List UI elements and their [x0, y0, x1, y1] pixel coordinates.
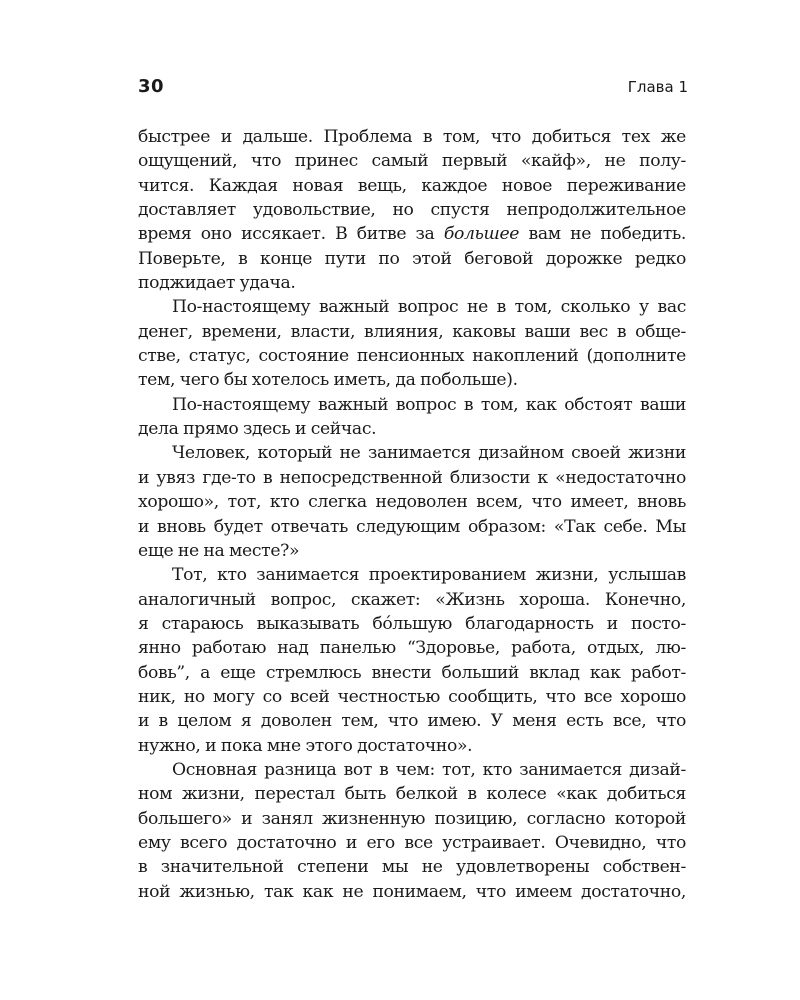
- text-line: По-настоящему важный вопрос в том, как обстоят ваши: [172, 394, 686, 415]
- text-line: стве, статус, состояние пенсионных накоплений (дополните: [138, 346, 686, 367]
- text-line: быстрее и дальше. Проблема в том, что добиться тех же: [138, 127, 686, 147]
- page-number: 30: [138, 76, 165, 97]
- text-line: и вновь будет отвечать следующим образом: «Так себе. Мы: [138, 516, 686, 537]
- text-line: Поверьте, в конце пути по этой беговой дорожке редко: [138, 248, 686, 269]
- text-line: По-настоящему важный вопрос не в том, сколько у вас: [172, 297, 686, 318]
- text-run: вам не победить.: [519, 224, 686, 245]
- text-line: ник, но могу со всей честностью сообщить, что все хорошо: [138, 686, 686, 707]
- text-line: хорошо», тот, кто слегка недоволен всем, что имеет, вновь: [138, 492, 686, 513]
- text-line: ощущений, что принес самый первый «кайф», не полу-: [138, 151, 686, 172]
- paragraph: [138, 563, 686, 758]
- paragraph: [138, 441, 686, 563]
- text-line: поджидает удача.: [138, 273, 296, 294]
- text-run: время оно иссякает. В битве за: [138, 224, 444, 245]
- text-line: доставляет удовольствие, но спустя непродолжительное: [138, 200, 686, 221]
- text-line: и в целом я доволен тем, что имею. У меня есть все, что: [138, 711, 686, 732]
- text-line: тем, чего бы хотелось иметь, да побольше).: [138, 370, 518, 391]
- body-text: [138, 125, 686, 904]
- text-line: ему всего достаточно и его все устраивает. Очевидно, что: [138, 832, 686, 853]
- text-line: еще не на месте?»: [138, 540, 300, 561]
- text-line: дела прямо здесь и сейчас.: [138, 419, 377, 440]
- text-line: Человек, который не занимается дизайном своей жизни: [172, 443, 686, 464]
- text-line: Тот, кто занимается проектированием жизни, услышав: [172, 565, 686, 586]
- text-line: янно работаю над панелью “Здоровье, работа, отдых, лю-: [138, 638, 686, 659]
- text-line: ной жизнью, так как не понимаем, что имеем достаточно,: [138, 881, 686, 902]
- text-line: [138, 222, 686, 246]
- text-line: аналогичный вопрос, скажет: «Жизнь хороша. Конечно,: [138, 589, 686, 610]
- text-line: денег, времени, власти, влияния, каковы ваши вес в обще-: [138, 321, 686, 342]
- text-line: в значительной степени мы не удовлетворены собствен-: [138, 857, 686, 878]
- text-line: чится. Каждая новая вещь, каждое новое переживание: [138, 175, 686, 196]
- emphasis-text: большее: [443, 224, 520, 245]
- paragraph: [138, 125, 686, 295]
- paragraph: [138, 758, 686, 904]
- text-line: я стараюсь выказывать бóльшую благодарность и посто-: [138, 613, 686, 634]
- text-line: бовь”, а еще стремлюсь внести больший вклад как работ-: [138, 662, 686, 683]
- text-line: ном жизни, перестал быть белкой в колесе «как добиться: [138, 784, 686, 805]
- text-line: большего» и занял жизненную позицию, согласно которой: [138, 808, 686, 829]
- text-line: нужно, и пока мне этого достаточно».: [138, 735, 473, 756]
- paragraph: [138, 295, 686, 392]
- text-line: и увяз где-то в непосредственной близости к «недостаточно: [138, 467, 686, 488]
- paragraph: [138, 393, 686, 442]
- chapter-title: Глава 1: [627, 78, 688, 96]
- text-line: Основная разница вот в чем: тот, кто занимается дизай-: [172, 759, 686, 780]
